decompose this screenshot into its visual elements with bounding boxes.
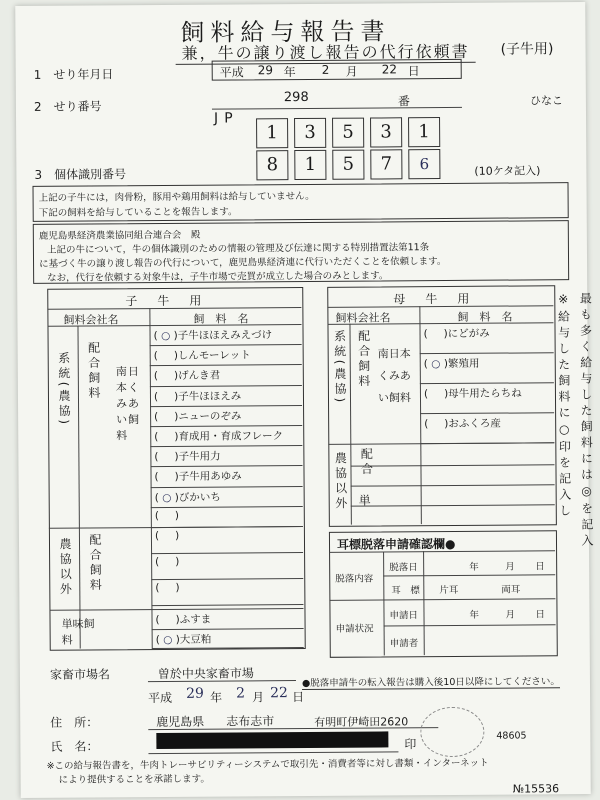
apply-date-day: 日 (535, 609, 546, 621)
calf-col-feed: 飼 料 名 (193, 312, 249, 326)
date-month: 2 (235, 685, 246, 702)
feed-item[interactable] (424, 356, 480, 371)
feed-item[interactable] (154, 388, 241, 404)
feed-item[interactable] (424, 385, 522, 401)
auction-date-box (212, 59, 462, 81)
date-day: 22 (269, 685, 288, 702)
feed-name: にどがみ (447, 327, 490, 340)
mother-col-feed: 飼 料 名 (457, 310, 513, 324)
mother-group-system: 系統(農協) (332, 329, 348, 406)
side-note-left: ※給与した飼料に○印を記入し (556, 292, 572, 521)
paren-close: ) (444, 387, 449, 401)
feed-mark: ○ (162, 491, 172, 504)
feed-item[interactable] (154, 428, 283, 444)
id-digit: 8 (256, 150, 288, 180)
apply-date-year: 年 (469, 609, 480, 621)
feed-item[interactable] (423, 326, 489, 341)
redacted-name (156, 731, 388, 749)
id-digit: 3 (294, 118, 326, 148)
paren-close: ) (173, 329, 178, 342)
paren-open: ( (153, 350, 158, 363)
auction-date-month-unit: 月 (345, 64, 358, 79)
mother-col-company: 飼料会社名 (335, 311, 391, 325)
auction-date-year: 29 (257, 63, 274, 78)
auction-number-value: 298 (283, 89, 309, 106)
paren-open: ( (154, 451, 159, 464)
auction-number-label: 2 せり番号 (33, 99, 102, 114)
ear-tag-label: 耳 標 (391, 585, 420, 597)
form-title: 飼料給与報告書 (180, 17, 391, 47)
mother-group-single: 単 (358, 493, 371, 508)
serial-number: №15536 (512, 782, 560, 796)
feed-name: ふすま (179, 613, 212, 626)
paren-close: ) (444, 417, 449, 431)
paren-close: ) (174, 509, 180, 522)
mother-group-other: 農協以外 (333, 451, 348, 512)
paren-close: ) (174, 451, 179, 464)
feed-item[interactable] (155, 489, 221, 504)
seal-mark: 印 (404, 737, 417, 752)
seal-stamp (420, 707, 484, 757)
address-town: 有明町伊崎田2620 (314, 715, 409, 729)
paren-open: ( (155, 582, 160, 595)
paren-close: ) (174, 471, 179, 484)
apply-date-label: 申請日 (389, 610, 419, 622)
market-value: 曽於中央家畜市場 (157, 666, 254, 682)
id-digit: 5 (332, 118, 364, 148)
paren-close: ) (443, 357, 449, 371)
feed-item[interactable] (155, 556, 179, 568)
feed-item[interactable] (155, 582, 179, 594)
paren-open: ( (154, 530, 160, 543)
address-label: 住 所： (50, 715, 99, 730)
feed-item[interactable] (154, 469, 241, 485)
form-subtitle: 兼，牛の譲り渡し報告の代行依頼書 (175, 39, 475, 65)
ear-tag-heading: 耳標脱落申請確認欄● (336, 536, 456, 552)
side-note-right: 最も多く給与した飼料には◎を記入 (578, 291, 595, 551)
paren-close: ) (174, 491, 179, 504)
feed-name: ニューのぞみ (178, 410, 242, 423)
paren-close: ) (175, 529, 180, 542)
apply-date-month: 月 (505, 609, 516, 621)
notice-line: 上記の子牛には，肉骨粉，豚用や鶏用飼料は給与していません。 (38, 190, 315, 204)
auction-date-year-unit: 年 (283, 65, 296, 80)
auction-date-month: 2 (321, 62, 330, 77)
mother-group-other-sub: 配合 (359, 447, 374, 478)
paren-open: ( (153, 370, 158, 383)
paren-open: ( (423, 328, 428, 341)
calf-col-company: 飼料会社名 (63, 313, 119, 327)
feed-name: 大豆粕 (179, 633, 212, 646)
calf-group-other-sub: 配合飼料 (87, 533, 103, 594)
paren-open: ( (154, 509, 159, 522)
feed-item[interactable] (155, 510, 179, 522)
drop-date-year: 年 (469, 561, 479, 573)
paren-close: ) (175, 555, 180, 568)
auction-number-line (212, 107, 462, 110)
paren-open: ( (154, 491, 159, 504)
paren-open: ( (423, 358, 428, 371)
calf-maker: 南日本くみあい飼料 (115, 365, 141, 443)
paren-open: ( (155, 556, 160, 569)
date-year: 29 (185, 685, 204, 702)
paren-close: ) (443, 327, 448, 341)
paren-open: ( (153, 390, 159, 403)
calf-table-heading: 子 牛 用 (125, 293, 206, 309)
auction-number-unit: 番 (397, 94, 410, 109)
request-line: 上記の牛について，牛の個体識別のための情報の管理及び伝達に関する特別措置法第11条 (46, 242, 430, 256)
paren-close: ) (174, 430, 179, 443)
feed-name: 繁殖用 (447, 357, 480, 370)
id-digit: 1 (294, 150, 326, 180)
request-line: なお，代行を依頼する対象牛は，子牛市場で売買が成立した場合のみとします。 (47, 270, 389, 284)
feed-mark: ○ (161, 329, 171, 342)
paren-close: ) (175, 613, 180, 626)
feed-name: 子牛用力 (178, 450, 221, 464)
paren-close: ) (173, 350, 178, 363)
paren-open: ( (423, 388, 429, 401)
paren-open: ( (153, 330, 158, 343)
member-code: 48605 (496, 730, 527, 742)
calf-group-single: 単味飼料 (61, 617, 95, 647)
auction-date-day-unit: 日 (407, 64, 420, 79)
feed-item[interactable] (154, 408, 241, 424)
consent-line: ※この給与報告書を，牛肉トレーサビリティーシステムで取引先・消費者等に対し書類・インターネット (46, 757, 489, 772)
drop-date-day: 日 (535, 561, 545, 573)
address-prefecture: 鹿児島県 (156, 714, 205, 730)
address-city: 志布志市 (226, 714, 275, 729)
id-digit: 6 (408, 149, 440, 179)
ear-both-option: 両耳 (501, 584, 521, 596)
ear-left-option: 片耳 (439, 584, 459, 597)
id-prefix: JP (213, 110, 239, 127)
paren-open: ( (154, 410, 159, 423)
feed-name: 子牛ほほえみえづけ (177, 329, 273, 342)
feed-name: 母牛用たらちね (448, 387, 522, 400)
feed-item[interactable] (156, 631, 212, 646)
drop-date-month: 月 (505, 561, 515, 573)
feed-name: 子牛ほほえみ (178, 390, 242, 403)
paren-close: ) (175, 633, 180, 646)
calf-nickname: ひなこ (529, 94, 563, 108)
date-era: 平成 (148, 690, 173, 706)
paren-open: ( (155, 633, 160, 646)
feed-name: 育成用・育成フレーク (178, 430, 284, 443)
request-line: に基づく牛の譲り渡し報告の代行について，鹿児島県経済連に代行いただくことを依頼します。 (39, 255, 447, 270)
feed-name: おふくろ産 (448, 417, 501, 430)
auction-date-day: 22 (381, 62, 398, 77)
id-digit: 7 (370, 149, 402, 179)
id-digit: 1 (256, 118, 288, 148)
feed-item[interactable] (153, 327, 272, 343)
paren-close: ) (174, 390, 179, 403)
drop-date-label: 脱落日 (389, 562, 418, 574)
id-label: 3 個体識別番号 (34, 167, 127, 182)
auction-date-label: 1 せり年月日 (33, 67, 114, 82)
auction-date-era: 平成 (219, 65, 244, 80)
request-addressee: 鹿児島県経済農業協同組合連合会 殿 (38, 229, 201, 242)
calf-group-other: 農協以外 (57, 537, 73, 598)
market-label: 家畜市場名 (49, 667, 110, 682)
id-digit: 5 (332, 150, 364, 180)
date-year-unit: 年 (210, 690, 223, 705)
feed-item[interactable] (155, 530, 179, 542)
id-digit: 3 (370, 117, 402, 147)
paren-close: ) (175, 581, 180, 594)
form-tag: (子牛用) (500, 41, 554, 58)
notice-line: 下記の飼料を給与していることを報告します。 (38, 206, 238, 219)
mother-group-system-sub: 配合飼料 (356, 329, 371, 390)
consent-line: により提供することを承諾します。 (58, 773, 210, 786)
transfer-notice: ●脱落申請牛の転入報告は購入後10日以降にしてください。 (302, 673, 560, 690)
paren-open: ( (154, 431, 159, 444)
date-month-unit: 月 (252, 690, 265, 705)
feed-item[interactable] (424, 416, 501, 432)
id-digit: 1 (408, 117, 440, 147)
calf-feed-rows (15, 2, 585, 6)
paren-open: ( (154, 471, 159, 484)
feed-name: げんき君 (178, 369, 221, 383)
drop-content-label: 脱落内容 (335, 573, 374, 585)
field-underline (148, 751, 398, 754)
feed-item[interactable] (154, 348, 251, 364)
id-note: (10ケタ記入) (474, 164, 541, 178)
paren-close: ) (174, 410, 179, 423)
name-label: 氏 名： (50, 739, 99, 754)
feed-name: しんモーレット (177, 349, 251, 363)
calf-group-system: 系統(農協) (56, 351, 72, 428)
feed-mark: ○ (163, 633, 173, 646)
report-form (15, 2, 595, 798)
paren-close: ) (173, 370, 179, 383)
feed-name: びかいち (178, 491, 221, 504)
date-day-unit: 日 (292, 689, 305, 705)
paren-open: ( (424, 418, 429, 431)
feed-item[interactable] (154, 449, 220, 464)
calf-group-system-sub: 配合飼料 (86, 341, 102, 402)
feed-item[interactable] (154, 368, 220, 383)
feed-mark: ○ (431, 358, 441, 371)
mother-table-heading: 母 牛 用 (393, 291, 474, 307)
feed-item[interactable] (155, 612, 211, 627)
paren-open: ( (155, 614, 160, 627)
applicant-label: 申請者 (389, 638, 419, 650)
feed-name: 子牛用あゆみ (178, 470, 242, 484)
mother-maker: 南日本くみあい飼料 (377, 347, 412, 405)
apply-status-label: 申請状況 (335, 623, 374, 635)
mother-feed-rows (15, 2, 585, 6)
